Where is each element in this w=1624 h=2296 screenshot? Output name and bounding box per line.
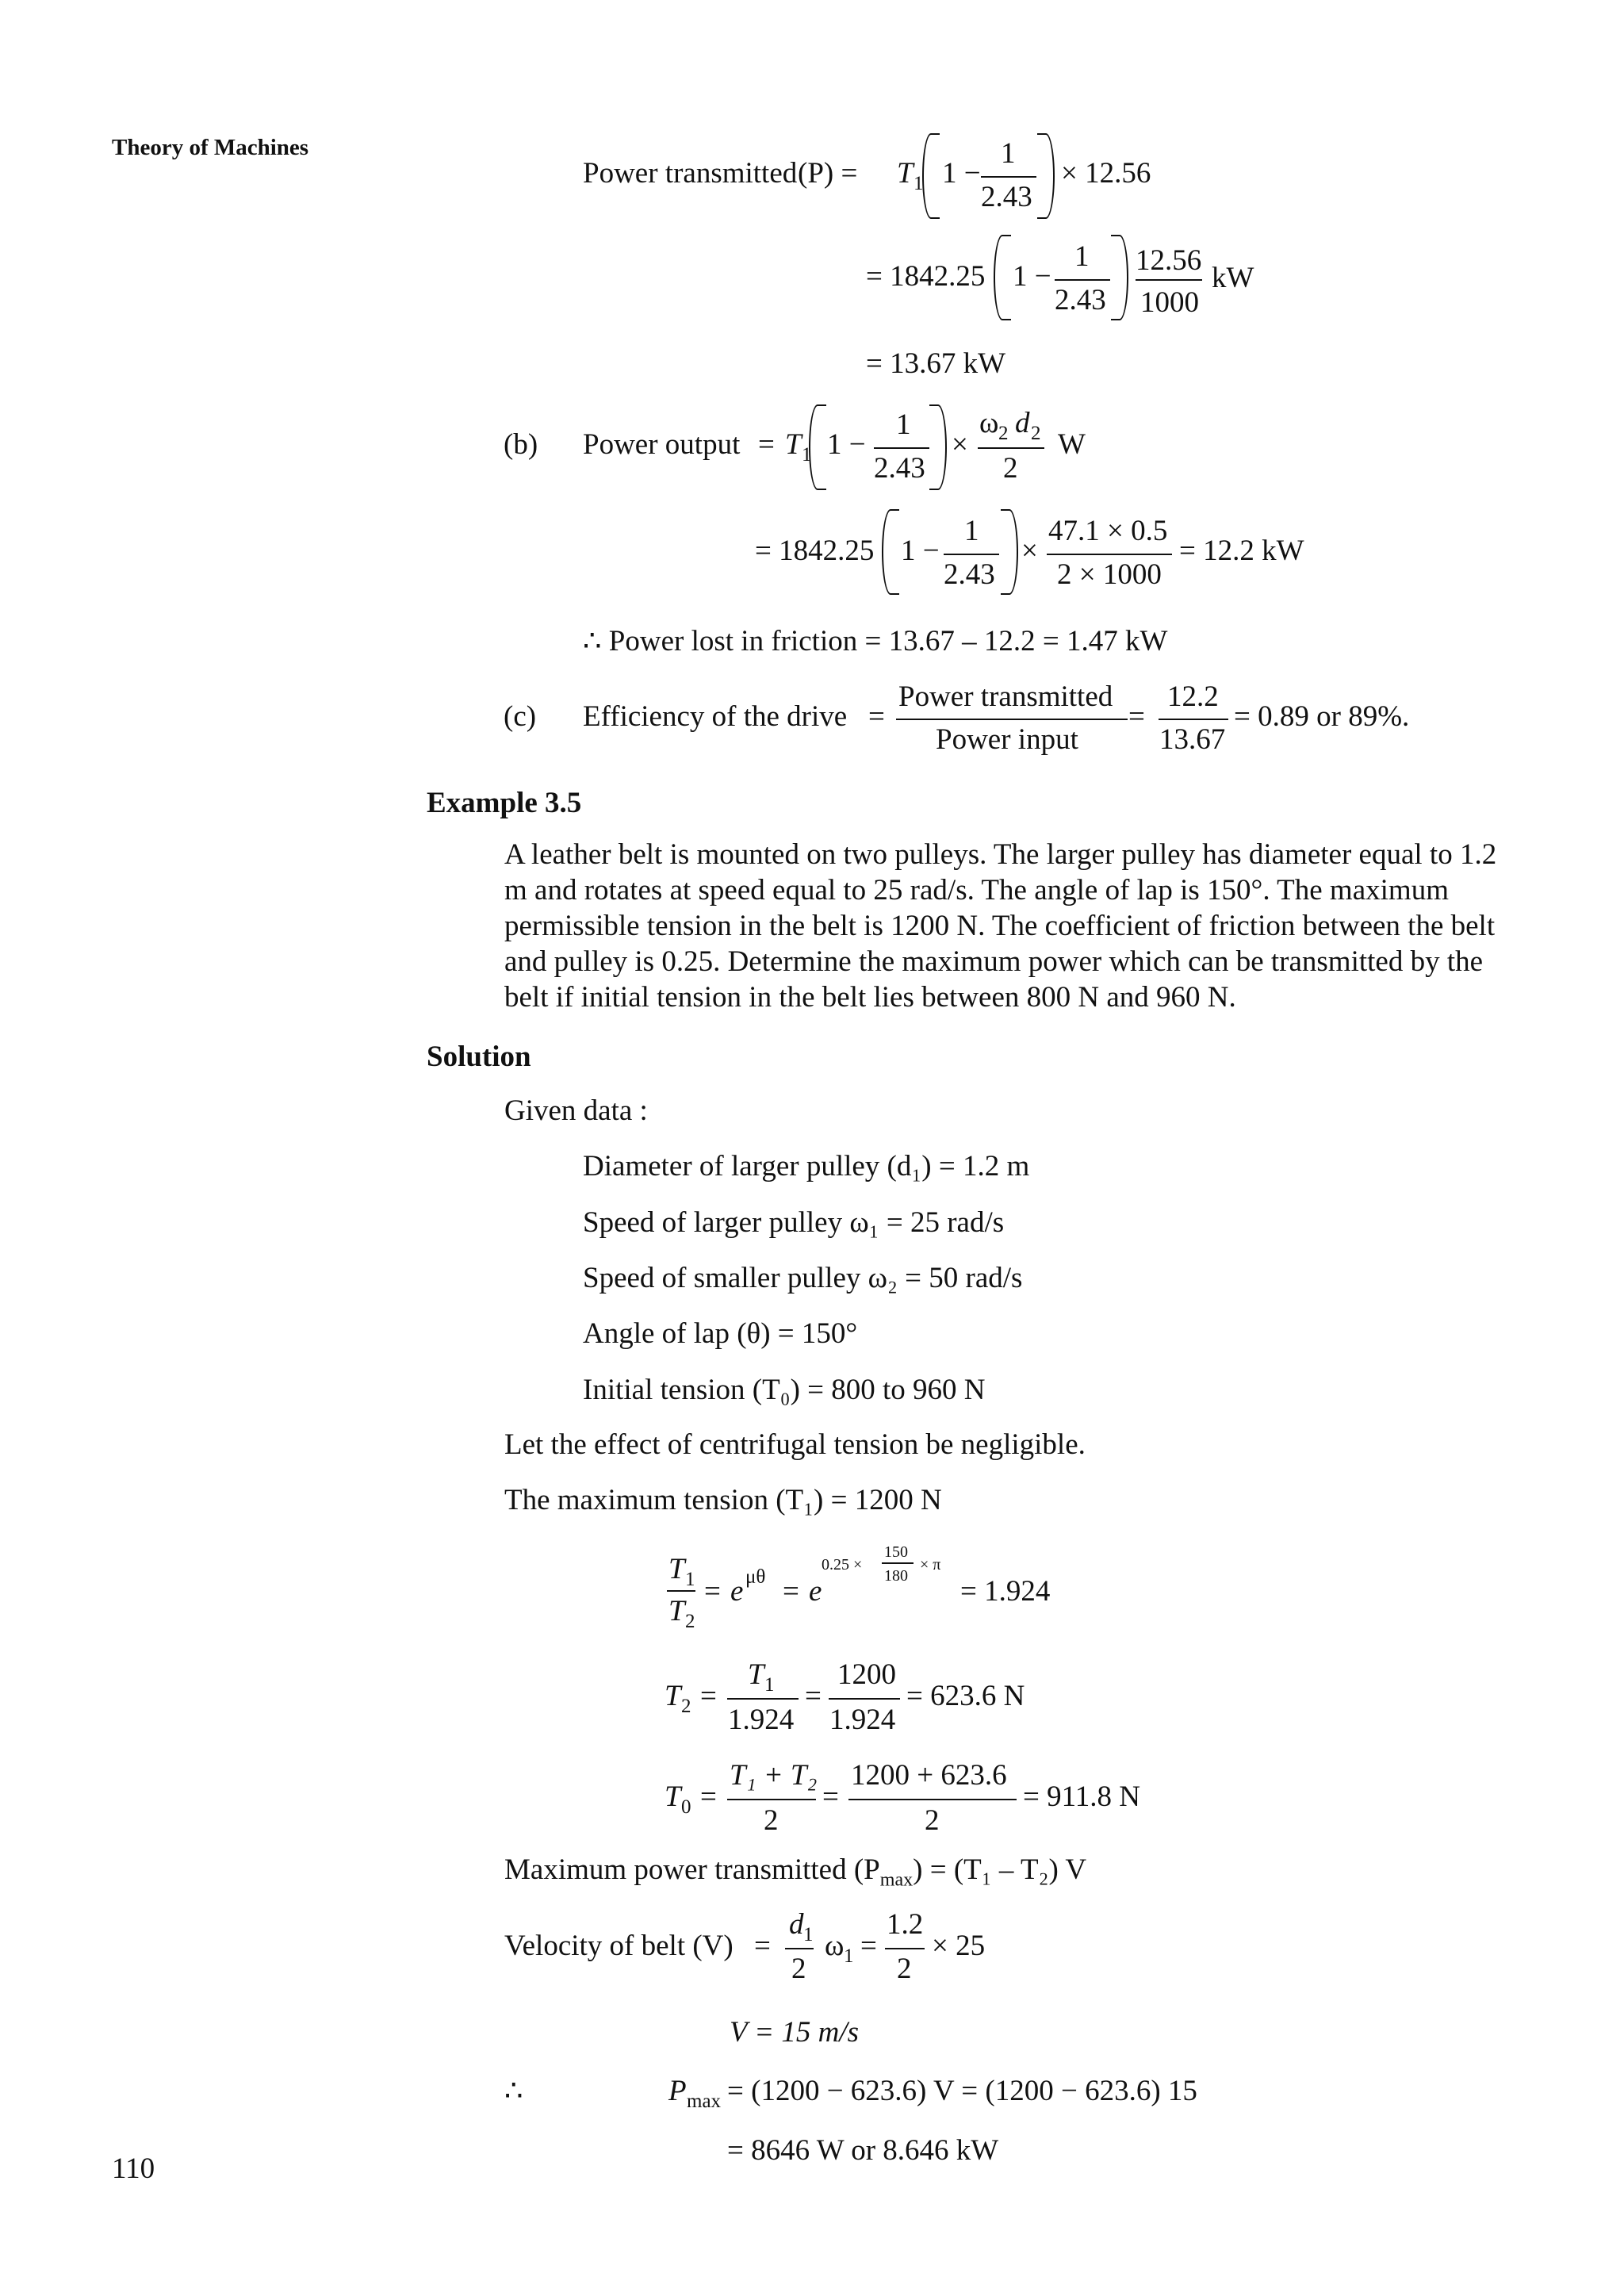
velocity-result: V = 15 m/s: [730, 2016, 860, 2049]
frac-bar: [667, 1590, 695, 1592]
eq-equals: =: [822, 1780, 839, 1813]
eq-lhs-sub: 2: [681, 1696, 691, 1717]
frac-num: T: [748, 1658, 764, 1691]
exp-base: e: [730, 1575, 744, 1608]
eq-times: ×: [1021, 535, 1038, 567]
eq-label: Efficiency of the drive: [583, 700, 848, 733]
omega: ω: [825, 1930, 845, 1962]
frac-num: 1.2: [887, 1908, 924, 1941]
eq-t1-sub: 1: [914, 173, 924, 194]
left-paren: [994, 235, 1011, 320]
eq-one-minus: 1 −: [1013, 260, 1051, 293]
eq-lhs: T: [665, 1780, 681, 1813]
pmax-symbol: P: [668, 2075, 687, 2107]
eq-line3: = 13.67 kW: [866, 347, 1006, 380]
eq-times: × 12.56: [1061, 157, 1151, 190]
list-item: Speed of smaller pulley ω₂ = 50 rad/s: [583, 1262, 1023, 1294]
pmax-calc: = (1200 − 623.6) V = (1200 − 623.6) 15: [727, 2075, 1197, 2107]
frac-num-omega: ω: [979, 407, 999, 439]
frac-bar: [829, 1698, 900, 1700]
frac-num: d: [789, 1908, 804, 1941]
eq-label: Power transmitted: [583, 157, 798, 190]
exp-base: e: [809, 1575, 822, 1608]
example-problem-text: A leather belt is mounted on two pulleys. The larger pulley has diameter equal to 1.2 m and rotates at speed equal to 25 rad/s. The angle of lap is 150°. The maximum permissible tension in the belt is 1200 N. The coefficient of friction between the belt and pulley is 0.25. Determine the maximum power which can be transmitted by the belt if initial tension in the belt lies between 800 N and 960 N.: [504, 838, 1497, 1014]
frac-num: 1200 + 623.6: [851, 1759, 1007, 1792]
frac-num: Power transmitted: [898, 680, 1113, 713]
eq-t1: T: [785, 428, 802, 461]
frac-bar: [1136, 279, 1202, 281]
eq-equals: =: [700, 1680, 717, 1712]
frac-num-omega-sub: 2: [998, 423, 1009, 444]
exp-frac-num: 150: [884, 1543, 908, 1561]
max-tension: The maximum tension (T₁) = 1200 N: [504, 1484, 942, 1516]
frac-num: 1: [1074, 240, 1090, 273]
left-paren: [809, 404, 826, 490]
eq-result: = 1.924: [960, 1575, 1051, 1608]
frac-bar: [727, 1698, 799, 1700]
solution-title: Solution: [427, 1041, 531, 1073]
pmax-result: = 8646 W or 8.646 kW: [727, 2134, 999, 2167]
given-data-label: Given data :: [504, 1094, 648, 1127]
pmax-definition: [504, 1855, 1086, 1889]
running-header: Theory of Machines: [112, 135, 309, 160]
frac-den: Power input: [936, 723, 1078, 756]
eq-unit: kW: [1212, 262, 1254, 294]
frac-den: T: [668, 1595, 685, 1627]
eq-equals: =: [1128, 700, 1145, 733]
eq-result: = 0.89 or 89%.: [1234, 700, 1410, 733]
list-item: Speed of larger pulley ω₁ = 25 rad/s: [583, 1206, 1005, 1239]
exp-power: μθ: [745, 1566, 766, 1588]
eq-symbol: (P) =: [798, 157, 858, 190]
eq-result: = 911.8 N: [1023, 1780, 1140, 1813]
eq-equals: =: [860, 1930, 877, 1962]
list-item: Diameter of larger pulley (d₁) = 1.2 m: [583, 1150, 1030, 1182]
list-item: Initial tension (T₀) = 800 to 960 N: [583, 1374, 986, 1406]
frac-bar: [882, 1562, 914, 1564]
frac-den: 2.43: [874, 452, 925, 485]
frac-num: 12.2: [1167, 680, 1219, 713]
eq-t1-sub: 1: [802, 444, 812, 466]
eq-equals: =: [868, 700, 885, 733]
frac-den: 2: [925, 1804, 940, 1837]
eq-line2-eq: = 1842.25: [755, 535, 875, 567]
frac-bar: [944, 554, 999, 555]
right-paren: [1111, 235, 1128, 320]
eq-lhs: T: [665, 1680, 681, 1712]
frac-num-sub: 1: [685, 1569, 695, 1590]
therefore-symbol: ∴: [504, 2075, 523, 2107]
frac-num: 1: [896, 408, 911, 441]
left-paren: [882, 509, 899, 595]
pmax-sub: max: [879, 1869, 914, 1891]
friction-loss: ∴ Power lost in friction = 13.67 – 12.2 = 1.47 kW: [583, 625, 1168, 657]
frac-num: T: [668, 1553, 685, 1585]
frac-den-sub: 2: [685, 1611, 695, 1632]
page-number: 110: [112, 2152, 155, 2185]
eq-times: × 25: [932, 1930, 986, 1962]
pmax-text: Maximum power transmitted (P: [504, 1853, 880, 1886]
eq-equals: =: [704, 1575, 721, 1608]
eq-equals: =: [758, 428, 775, 461]
frac-bar: [848, 1799, 1017, 1800]
pmax-rest: ) = (T₁ – T₂) V: [913, 1853, 1087, 1886]
frac-den: 1000: [1140, 286, 1199, 319]
frac-bar: [785, 1948, 814, 1949]
eq-one-minus: 1 −: [827, 428, 866, 461]
eq-equals: =: [700, 1780, 717, 1813]
eq-label: Velocity of belt (V): [504, 1930, 733, 1962]
eq-t1: T: [897, 157, 914, 190]
eq-label: Power output: [583, 428, 741, 461]
eq-line2-eq: = 1842.25: [866, 260, 986, 293]
frac-num: T₁ + T₂: [730, 1759, 818, 1792]
frac-den: 1.924: [728, 1704, 795, 1736]
frac-num-d: d: [1015, 407, 1030, 439]
frac-bar: [1055, 279, 1110, 281]
eq-equals: =: [805, 1680, 822, 1712]
frac-num: 1: [1001, 137, 1016, 170]
frac-bar: [1047, 554, 1172, 555]
right-paren: [1001, 509, 1018, 595]
frac-den: 2.43: [1055, 284, 1106, 316]
frac-den: 2.43: [981, 181, 1032, 213]
item-label: (b): [504, 428, 538, 461]
eq-lhs-sub: 0: [681, 1796, 691, 1818]
eq-equals: =: [783, 1575, 799, 1608]
exp-coef: 0.25 ×: [822, 1556, 863, 1573]
frac-den: 2: [1003, 452, 1018, 485]
left-paren: [922, 133, 940, 219]
pmax-symbol-sub: max: [687, 2091, 722, 2112]
frac-bar: [727, 1799, 816, 1800]
eq-one-minus: 1 −: [901, 535, 940, 567]
eq-times: ×: [952, 428, 968, 461]
frac-num: 1: [964, 515, 979, 547]
exp-pi: × π: [920, 1556, 941, 1573]
frac-bar: [981, 176, 1036, 178]
frac-den: 2: [791, 1953, 806, 1985]
eq-result: = 623.6 N: [906, 1680, 1025, 1712]
frac-bar: [874, 447, 929, 449]
frac-bar: [885, 1948, 925, 1949]
frac-num: 12.56: [1136, 244, 1202, 277]
eq-result: = 12.2 kW: [1179, 535, 1304, 567]
frac-bar: [978, 447, 1044, 449]
list-item: Angle of lap (θ) = 150°: [583, 1317, 858, 1350]
frac-den: 2: [764, 1804, 779, 1837]
frac-bar: [896, 719, 1128, 720]
omega-sub: 1: [844, 1945, 854, 1967]
eq-unit: W: [1058, 428, 1086, 461]
right-paren: [929, 404, 947, 490]
frac-den: 2: [897, 1953, 912, 1985]
frac-den: 2.43: [944, 558, 995, 591]
eq-one-minus: 1 −: [942, 157, 981, 190]
frac-num: 1200: [837, 1658, 896, 1691]
frac-num-sub: 1: [803, 1924, 814, 1945]
centrifugal-note: Let the effect of centrifugal tension be negligible.: [504, 1428, 1086, 1461]
item-label: (c): [504, 700, 537, 733]
frac-den: 2 × 1000: [1057, 558, 1162, 591]
right-paren: [1037, 133, 1055, 219]
frac-den: 1.924: [829, 1704, 896, 1736]
frac-num-d-sub: 2: [1031, 423, 1041, 444]
exp-frac-den: 180: [884, 1567, 908, 1585]
eq-equals: =: [754, 1930, 771, 1962]
frac-num-sub: 1: [764, 1674, 775, 1696]
frac-num: 47.1 × 0.5: [1048, 515, 1168, 547]
example-title: Example 3.5: [427, 787, 582, 819]
frac-den: 13.67: [1159, 723, 1226, 756]
frac-bar: [1159, 719, 1228, 720]
